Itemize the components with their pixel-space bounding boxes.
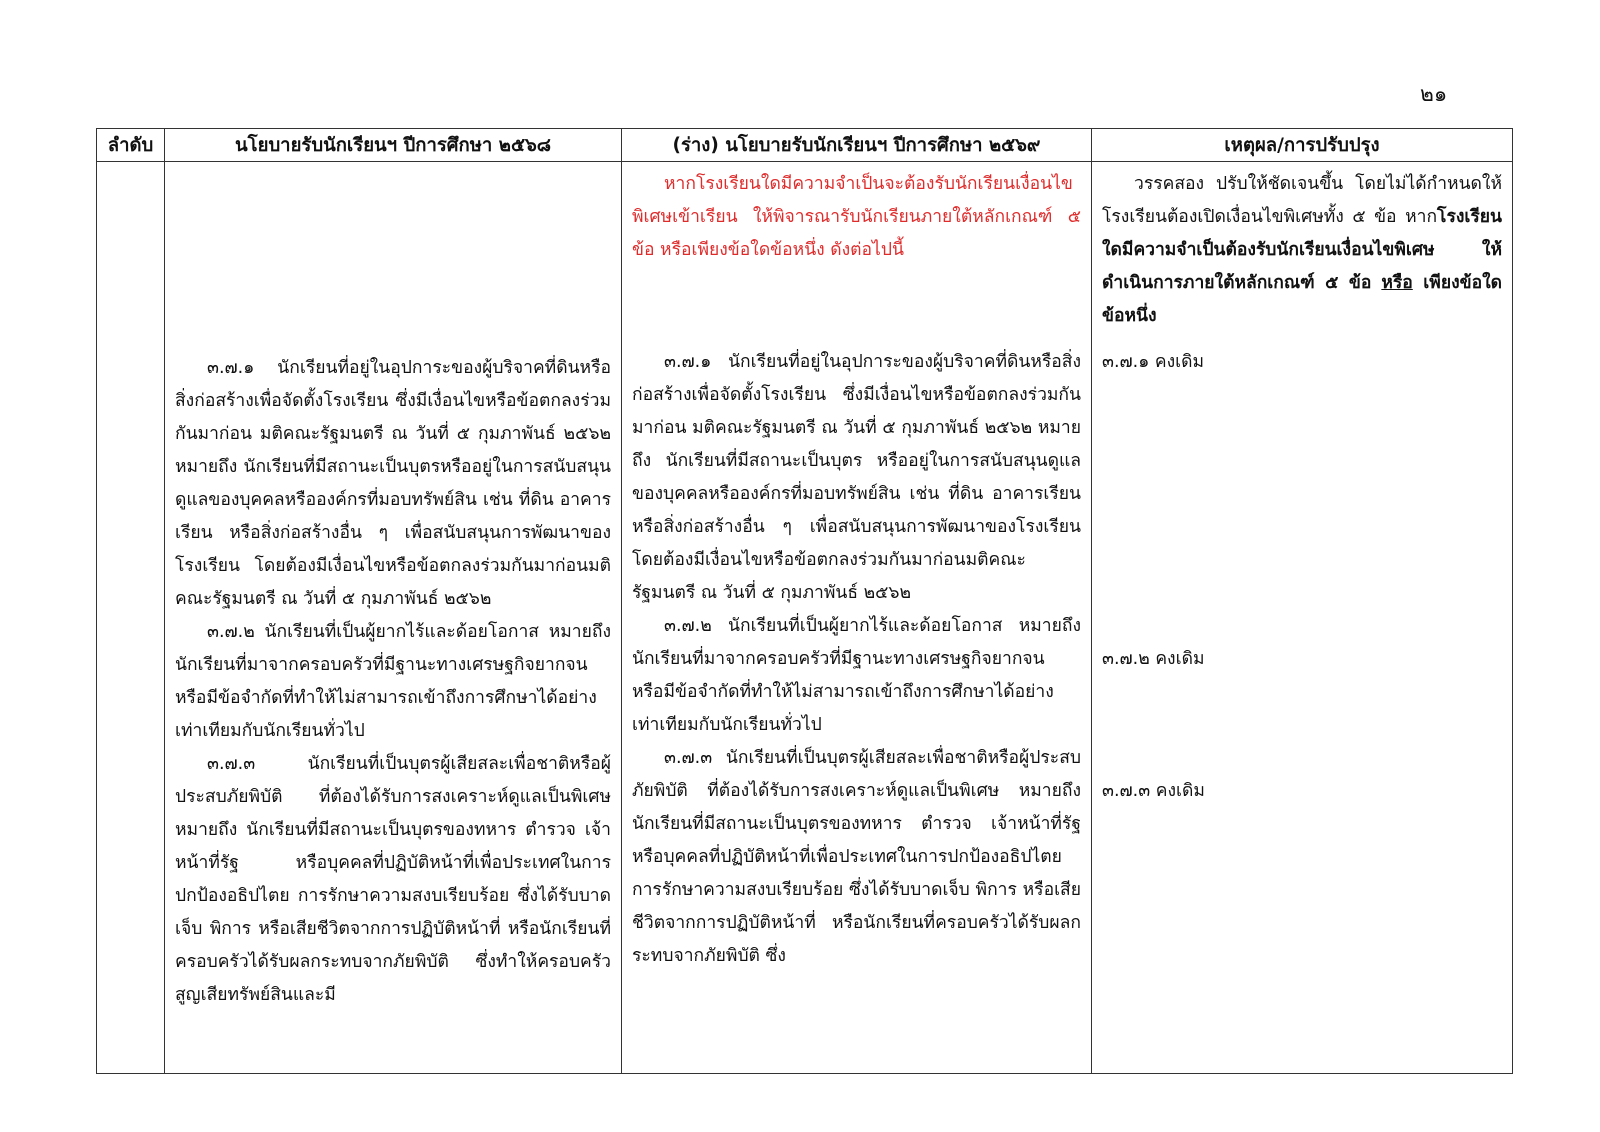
header-policy-2568: นโยบายรับนักเรียนฯ ปีการศึกษา ๒๕๖๘ bbox=[165, 129, 622, 162]
item-2568-3-7-1: ๓.๗.๑ นักเรียนที่อยู่ในอุปการะของผู้บริจาคที่ดินหรือสิ่งก่อสร้างเพื่อจัดตั้งโรงเรียน ซึ่งมีเงื่อนไขหรือข้อตกลงร่วมกันมาก่อน มติคณะรัฐมนตรี ณ วันที่ ๕ กุมภาพันธ์ ๒๕๖๒ หมายถึง นักเรียนที่มีสถานะเป็นบุตรหรืออยู่ในการสนับสนุนดูแลของบุคคลหรือองค์กรที่มอบทรัพย์สิน เช่น ที่ดิน อาคารเรียน หรือสิ่งก่อสร้างอื่น ๆ เพื่อสนับสนุนการพัฒนาของโรงเรียน โดยต้องมีเงื่อนไขหรือข้อตกลงร่วมกันมาก่อนมติคณะรัฐมนตรี ณ วันที่ ๕ กุมภาพันธ์ ๒๕๖๒ bbox=[175, 358, 611, 609]
table-row bbox=[97, 162, 1513, 1074]
reason-intro-underlined: หรือ bbox=[1381, 273, 1413, 293]
header-order: ลำดับ bbox=[97, 129, 165, 162]
item-2569-3-7-2: ๓.๗.๒ นักเรียนที่เป็นผู้ยากไร้และด้อยโอกาส หมายถึง นักเรียนที่มาจากครอบครัวที่มีฐานะทางเศรษฐกิจยากจน หรือมีข้อจำกัดที่ทำให้ไม่สามารถเข้าถึงการศึกษาได้อย่างเท่าเทียมกับนักเรียนทั่วไป bbox=[632, 616, 1081, 735]
item-2569-3-7-3: ๓.๗.๓ นักเรียนที่เป็นบุตรผู้เสียสละเพื่อชาติหรือผู้ประสบภัยพิบัติ ที่ต้องได้รับการสงเคราะห์ดูแลเป็นพิเศษ หมายถึง นักเรียนที่มีสถานะเป็นบุตรของทหาร ตำรวจ เจ้าหน้าที่รัฐ หรือบุคคลที่ปฏิบัติหน้าที่เพื่อประเทศในการปกป้องอธิปไตย การรักษาความสงบเรียบร้อย ซึ่งได้รับบาดเจ็บ พิการ หรือเสียชีวิตจากการปฏิบัติหน้าที่ หรือนักเรียนที่ครอบครัวได้รับผลกระทบจากภัยพิบัติ ซึ่ง bbox=[632, 748, 1081, 966]
item-2568-3-7-3: ๓.๗.๓ นักเรียนที่เป็นบุตรผู้เสียสละเพื่อชาติหรือผู้ประสบภัยพิบัติ ที่ต้องได้รับการสงเคราะห์ดูแลเป็นพิเศษ หมายถึง นักเรียนที่มีสถานะเป็นบุตรของทหาร ตำรวจ เจ้าหน้าที่รัฐ หรือบุคคลที่ปฏิบัติหน้าที่เพื่อประเทศในการปกป้องอธิปไตย การรักษาความสงบเรียบร้อย ซึ่งได้รับบาดเจ็บ พิการ หรือเสียชีวิตจากการปฏิบัติหน้าที่ หรือนักเรียนที่ครอบครัวได้รับผลกระทบจากภัยพิบัติ ซึ่งทำให้ครอบครัวสูญเสียทรัพย์สินและมี bbox=[175, 754, 611, 1005]
reason-intro-paragraph bbox=[1102, 168, 1502, 346]
policy-2568-cell bbox=[165, 162, 622, 1074]
draft-intro-paragraph: หากโรงเรียนใดมีความจำเป็นจะต้องรับนักเรียนเงื่อนไขพิเศษเข้าเรียน ให้พิจารณารับนักเรียนภายใต้หลักเกณฑ์ ๕ ข้อ หรือเพียงข้อใดข้อหนึ่ง ดังต่อไปนี้ bbox=[632, 174, 1081, 260]
header-draft-policy-2569: (ร่าง) นโยบายรับนักเรียนฯ ปีการศึกษา ๒๕๖๙ bbox=[622, 129, 1092, 162]
draft-policy-2569-cell bbox=[622, 162, 1092, 1074]
reason-intro-bold-end: เพียงข้อใดข้อหนึ่ง bbox=[1102, 273, 1502, 326]
reason-intro-text: วรรคสอง ปรับให้ชัดเจนขึ้น โดยไม่ได้กำหนดให้โรงเรียนต้องเปิดเงื่อนไขพิเศษทั้ง ๕ ข้อ หาก bbox=[1102, 174, 1502, 227]
table-header-row bbox=[97, 129, 1513, 162]
remark-3-7-2: ๓.๗.๒ คงเดิม bbox=[1102, 649, 1205, 669]
page-number: ๒๑ bbox=[1420, 82, 1448, 106]
remark-3-7-3: ๓.๗.๓ คงเดิม bbox=[1102, 781, 1205, 801]
policy-comparison-table bbox=[96, 128, 1513, 1074]
item-2569-3-7-1: ๓.๗.๑ นักเรียนที่อยู่ในอุปการะของผู้บริจาคที่ดินหรือสิ่งก่อสร้างเพื่อจัดตั้งโรงเรียน ซึ่งมีเงื่อนไขหรือข้อตกลงร่วมกันมาก่อน มติคณะรัฐมนตรี ณ วันที่ ๕ กุมภาพันธ์ ๒๕๖๒ หมายถึง นักเรียนที่มีสถานะเป็นบุตร หรืออยู่ในการสนับสนุนดูแลของบุคคลหรือองค์กรที่มอบทรัพย์สิน เช่น ที่ดิน อาคารเรียน หรือสิ่งก่อสร้างอื่น ๆ เพื่อสนับสนุนการพัฒนาของโรงเรียน โดยต้องมีเงื่อนไขหรือข้อตกลงร่วมกันมาก่อนมติคณะรัฐมนตรี ณ วันที่ ๕ กุมภาพันธ์ ๒๕๖๒ bbox=[632, 352, 1081, 603]
header-reason: เหตุผล/การปรับปรุง bbox=[1092, 129, 1513, 162]
reason-cell bbox=[1092, 162, 1513, 1074]
item-2568-3-7-2: ๓.๗.๒ นักเรียนที่เป็นผู้ยากไร้และด้อยโอกาส หมายถึง นักเรียนที่มาจากครอบครัวที่มีฐานะทางเศรษฐกิจยากจน หรือมีข้อจำกัดที่ทำให้ไม่สามารถเข้าถึงการศึกษาได้อย่างเท่าเทียมกับนักเรียนทั่วไป bbox=[175, 622, 611, 741]
reason-intro-bold: โรงเรียนใดมีความจำเป็นต้องรับนักเรียนเงื่อนไขพิเศษ ให้ดำเนินการภายใต้หลักเกณฑ์ ๕ ข้อ bbox=[1102, 207, 1502, 293]
order-cell bbox=[97, 162, 165, 1074]
remark-3-7-1: ๓.๗.๑ คงเดิม bbox=[1102, 352, 1205, 372]
